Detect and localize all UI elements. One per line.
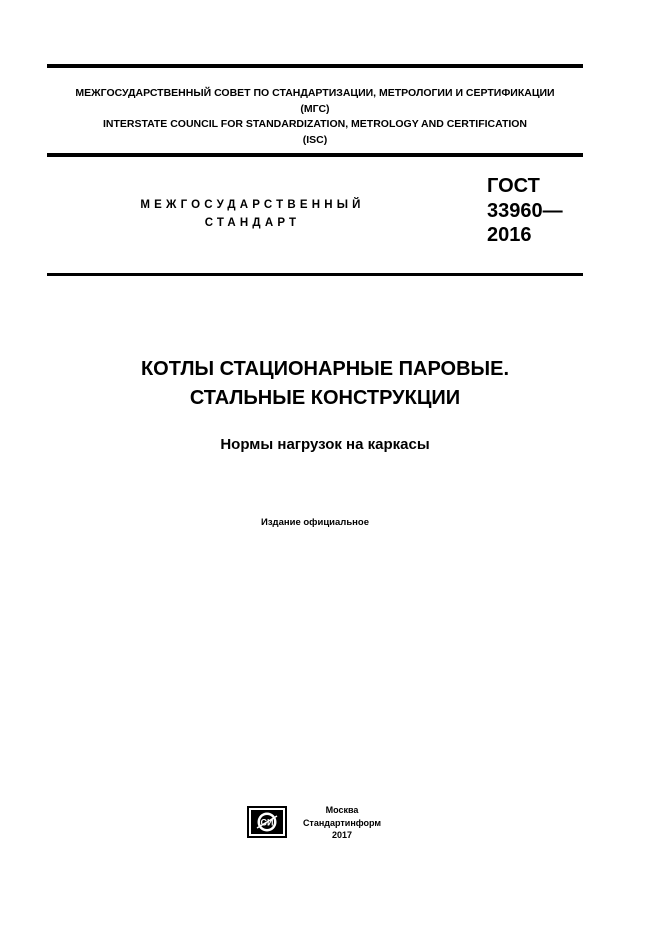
council-abbr-ru: (МГС) — [300, 102, 330, 115]
standartinform-logo-icon — [247, 806, 287, 838]
top-rule — [47, 64, 583, 68]
gost-year: 2016 — [487, 224, 532, 246]
publisher-name: Стандартинформ — [302, 817, 382, 828]
publication-year: 2017 — [331, 830, 353, 840]
standard-kind — [115, 196, 390, 232]
document-subtitle: Нормы нагрузок на каркасы — [220, 436, 430, 453]
title-line1: КОТЛЫ СТАЦИОНАРНЫЕ ПАРОВЫЕ. — [140, 358, 510, 380]
gost-label: ГОСТ — [487, 175, 540, 197]
gost-designation — [487, 174, 563, 248]
standard-kind-line1: МЕЖГОСУДАРСТВЕННЫЙ — [140, 199, 365, 211]
document-title — [60, 355, 590, 413]
council-header — [47, 86, 583, 148]
bottom-rule — [47, 273, 583, 276]
edition-note: Издание официальное — [261, 517, 369, 528]
council-name-ru: МЕЖГОСУДАРСТВЕННЫЙ СОВЕТ ПО СТАНДАРТИЗАЦИИ, МЕТРОЛОГИИ И СЕРТИФИКАЦИИ — [75, 87, 555, 99]
gost-number: 33960— — [487, 199, 563, 222]
standard-kind-line2: СТАНДАРТ — [204, 217, 301, 229]
publisher-info — [302, 804, 382, 842]
council-abbr-en: (ISC) — [302, 133, 328, 146]
logo-text: СИ — [260, 817, 274, 828]
middle-rule — [47, 153, 583, 157]
publisher-city: Москва — [325, 805, 359, 815]
council-name-en: INTERSTATE COUNCIL FOR STANDARDIZATION, METROLOGY AND CERTIFICATION — [102, 118, 528, 130]
title-line2: СТАЛЬНЫЕ КОНСТРУКЦИИ — [189, 387, 461, 409]
